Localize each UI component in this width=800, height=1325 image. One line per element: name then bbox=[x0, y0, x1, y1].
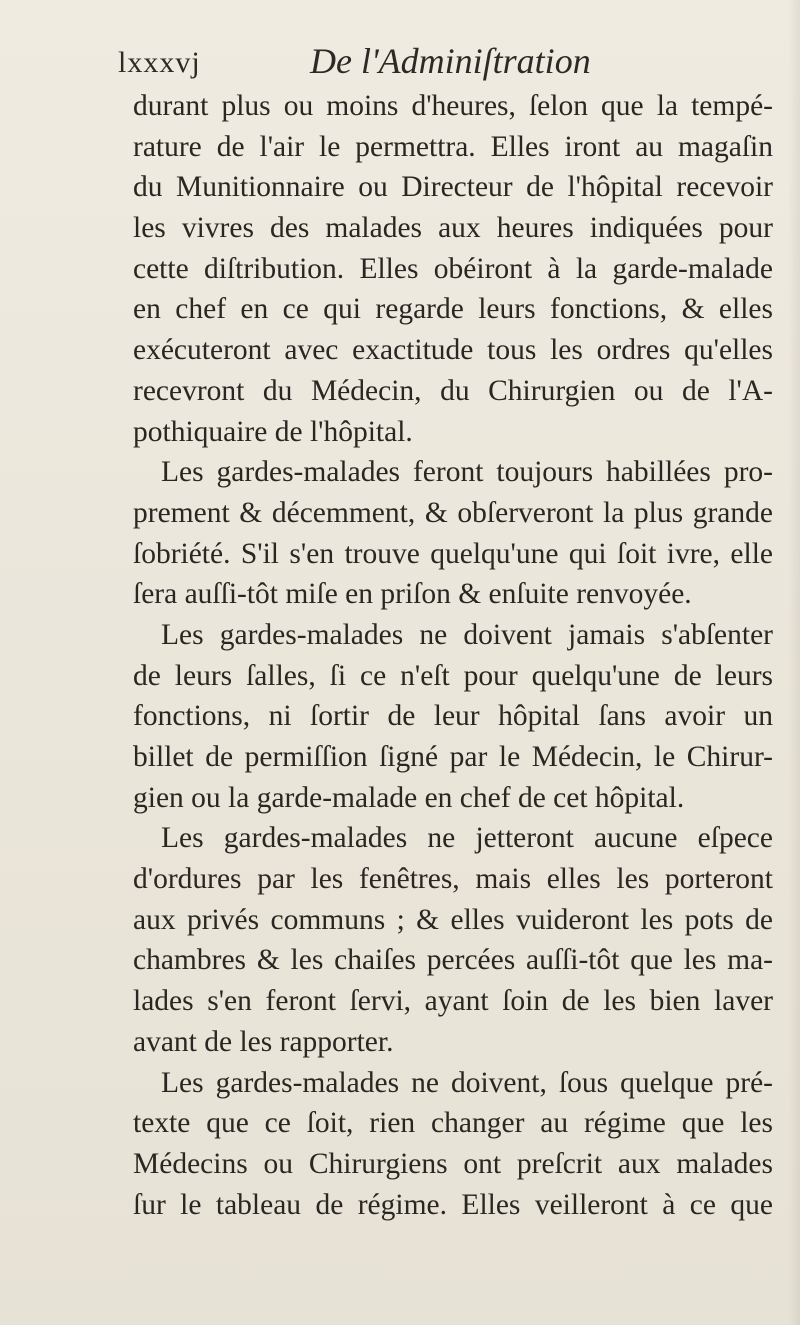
text-line: prement & décemment, & obſerveront la plus grande bbox=[133, 496, 773, 529]
text-line: Les gardes-malades ne doivent jamais s'abſenter bbox=[161, 618, 773, 651]
text-line: du Munitionnaire ou Directeur de l'hôpital recevoir bbox=[133, 171, 773, 204]
text-line: recevront du Médecin, du Chirurgien ou de l'A- bbox=[133, 374, 773, 407]
text-line: ſobriété. S'il s'en trouve quelqu'une qui ſoit ivre, elle bbox=[133, 537, 773, 570]
text-line: avant de les rapporter. bbox=[133, 1025, 394, 1058]
text-line: texte que ce ſoit, rien changer au régime que les bbox=[133, 1107, 773, 1140]
text-line: en chef en ce qui regarde leurs fonctions, & elles bbox=[133, 293, 773, 326]
text-line: gien ou la garde-malade en chef de cet hôpital. bbox=[133, 781, 685, 814]
text-line: Médecins ou Chirurgiens ont preſcrit aux malades bbox=[133, 1147, 773, 1180]
text-line: Les gardes-malades feront toujours habillées pro- bbox=[161, 456, 773, 489]
text-line: les vivres des malades aux heures indiquées pour bbox=[133, 212, 773, 245]
text-line: ſur le tableau de régime. Elles veilleront à ce que bbox=[133, 1188, 773, 1221]
text-line: chambres & les chaiſes percées auſſi-tôt que les ma- bbox=[133, 944, 773, 977]
page-edge-shadow bbox=[788, 0, 800, 1325]
text-line: de leurs ſalles, ſi ce n'eſt pour quelqu'une de leurs bbox=[133, 659, 773, 692]
page-header bbox=[118, 40, 758, 90]
text-line: billet de permiſſion ſigné par le Médecin, le Chirur- bbox=[133, 741, 773, 773]
text-line: lades s'en feront ſervi, ayant ſoin de les bien laver bbox=[133, 985, 773, 1018]
running-title: De l'Adminiſtration bbox=[310, 41, 591, 81]
page-number: lxxxvj bbox=[118, 46, 201, 79]
text-line: aux privés communs ; & elles vuideront les pots de bbox=[133, 903, 773, 936]
text-line: Les gardes-malades ne doivent, ſous quelque pré- bbox=[161, 1066, 773, 1099]
text-line: ſera auſſi-tôt miſe en priſon & enſuite renvoyée. bbox=[133, 578, 692, 611]
text-line: Les gardes-malades ne jetteront aucune eſpece bbox=[161, 822, 773, 855]
text-line: rature de l'air le permettra. Elles iront au magaſin bbox=[133, 130, 773, 163]
body-text bbox=[133, 86, 773, 1225]
text-line: fonctions, ni ſortir de leur hôpital ſans avoir un bbox=[133, 700, 773, 733]
text-line: exécuteront avec exactitude tous les ordres qu'elles bbox=[133, 334, 773, 367]
text-line: pothiquaire de l'hôpital. bbox=[133, 415, 413, 448]
text-line: durant plus ou moins d'heures, ſelon que la tempé- bbox=[133, 90, 773, 122]
text-line: d'ordures par les fenêtres, mais elles les porteront bbox=[133, 863, 773, 896]
text-line: cette diſtribution. Elles obéiront à la garde-malade bbox=[133, 252, 773, 285]
